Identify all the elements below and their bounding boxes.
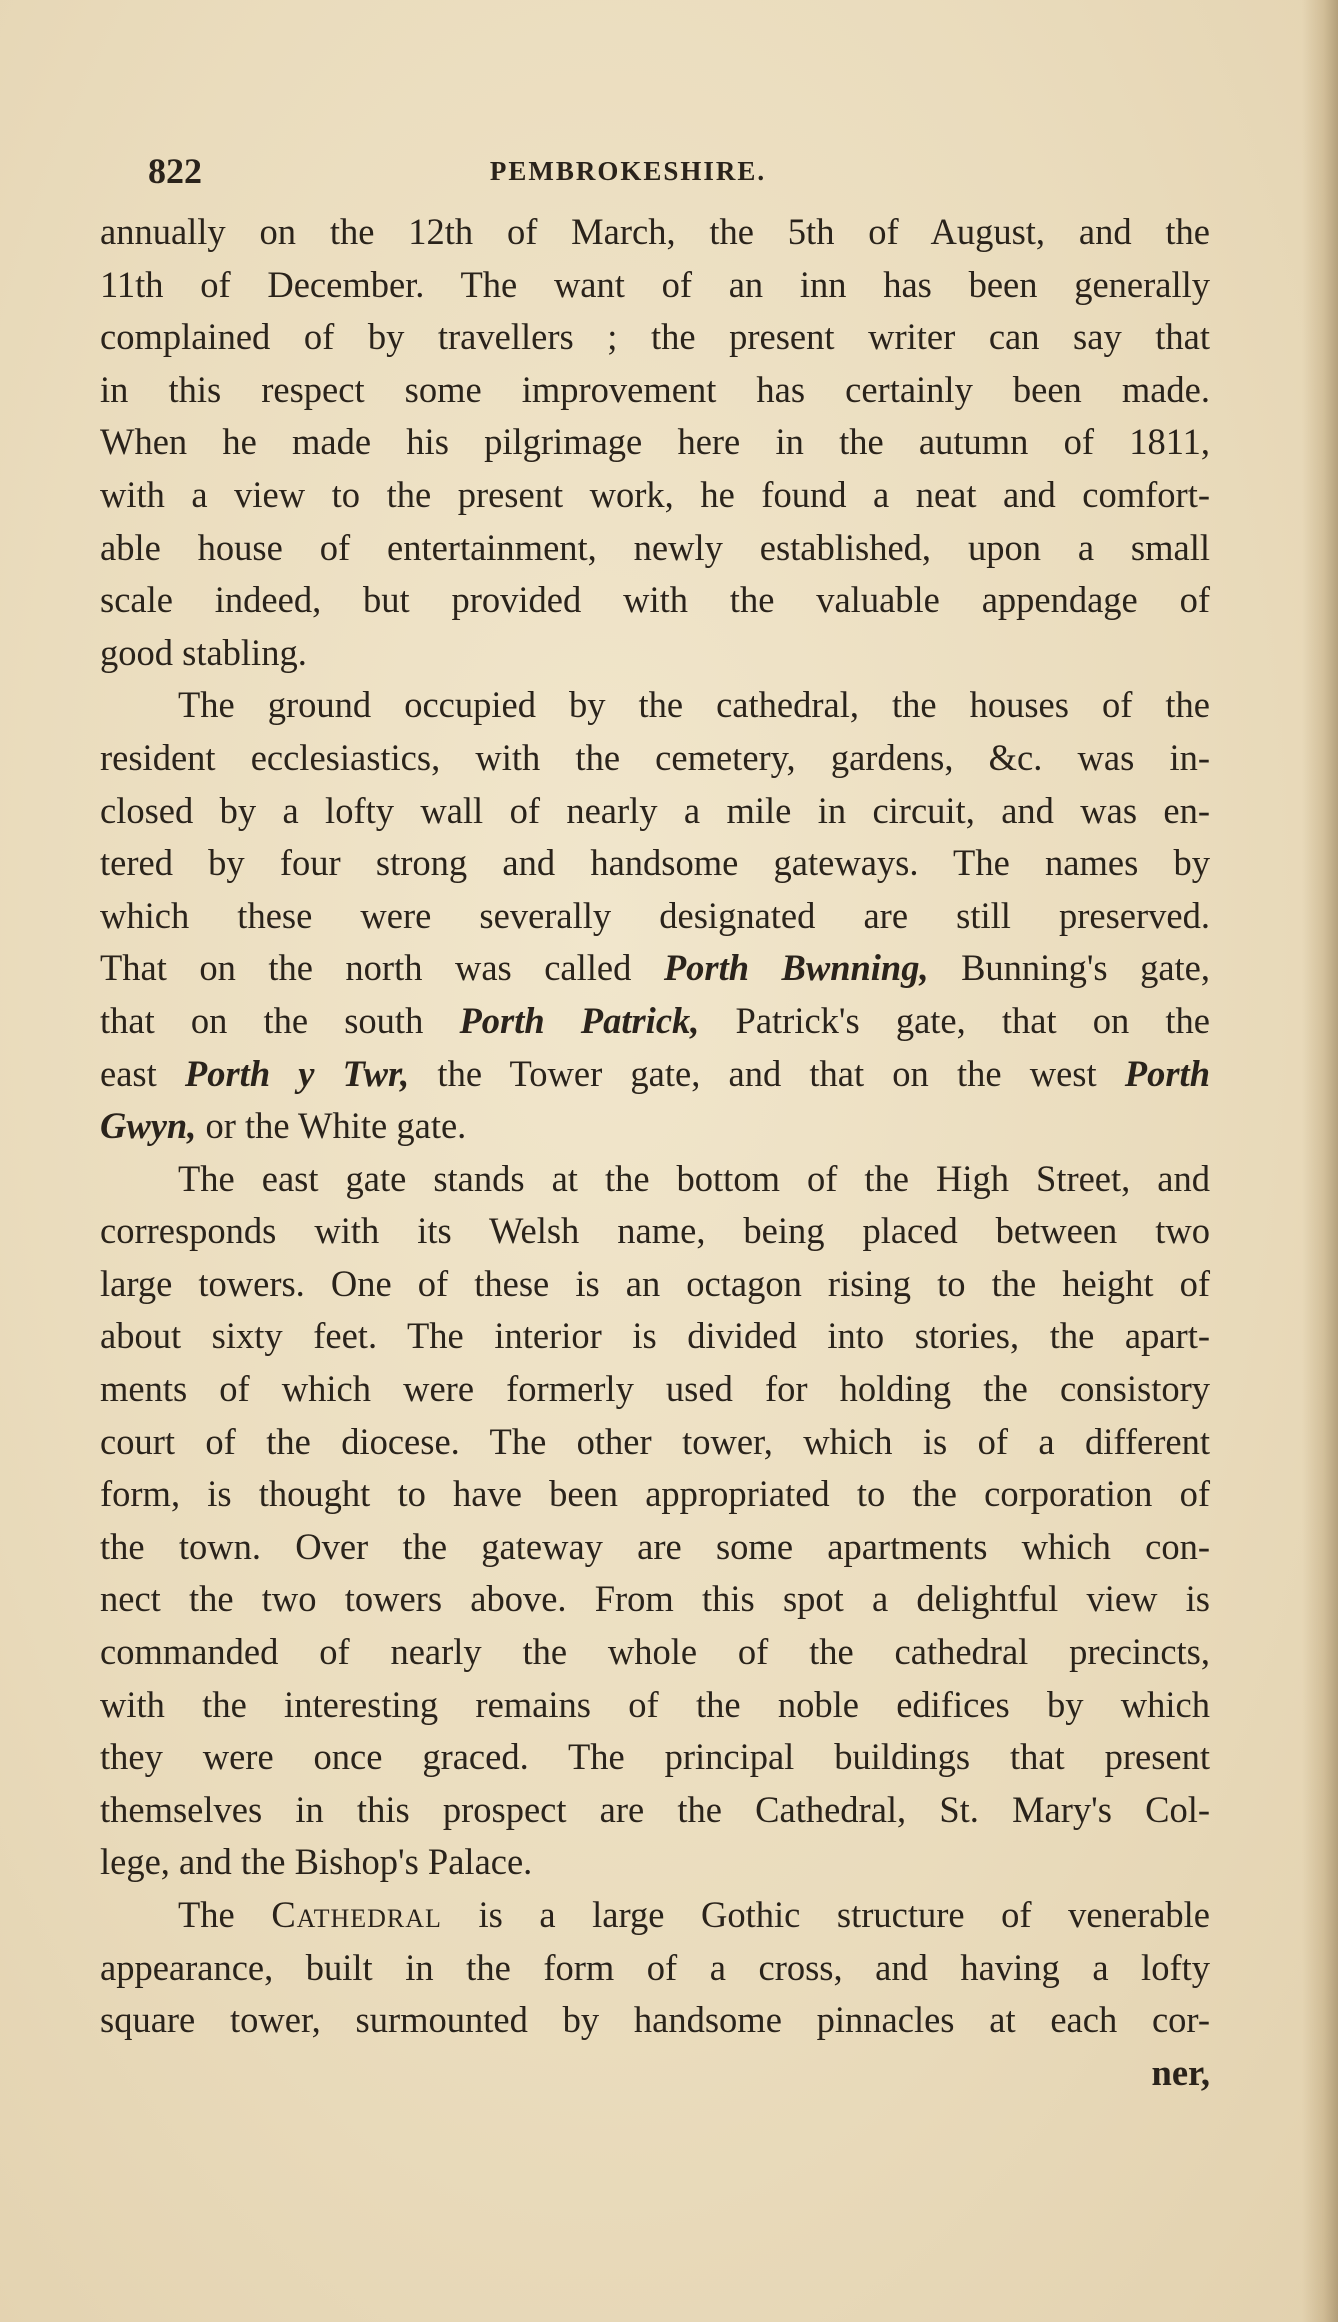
text-line: [100, 1048, 1210, 1101]
text-line: able house of entertainment, newly established, upon a small: [100, 526, 1210, 568]
text-line: commanded of nearly the whole of the cathedral precincts,: [100, 1631, 1210, 1673]
text-line: annually on the 12th of March, the 5th of August, and the: [100, 211, 1210, 252]
text-line: When he made his pilgrimage here in the autumn of 1811,: [100, 421, 1210, 463]
text-line: The ground occupied by the cathedral, the houses of the: [178, 684, 1210, 726]
text-line: corresponds with its Welsh name, being placed between two: [100, 1210, 1210, 1252]
text-line: [100, 942, 1210, 995]
text-line: nect the two towers above. From this spot a delightful view is: [100, 1578, 1210, 1620]
text-line: [100, 1889, 1210, 1942]
text-run: or the White gate.: [196, 1105, 467, 1147]
text-line: scale indeed, but provided with the valuable appendage of: [100, 579, 1210, 621]
text-line: appearance, built in the form of a cross, and having a lofty: [100, 1946, 1210, 1988]
text-run: Patrick's gate, that on the: [699, 999, 1210, 1041]
page-number: 822: [148, 151, 202, 191]
welsh-name: Porth Patrick,: [459, 999, 700, 1041]
text-line: the town. Over the gateway are some apartments which con-: [100, 1525, 1210, 1567]
welsh-name: Porth Bwnning,: [663, 947, 929, 989]
welsh-name: Porth: [1124, 1052, 1210, 1094]
text-line: good stabling.: [100, 631, 307, 673]
text-line: form, is thought to have been appropriated to the corporation of: [100, 1473, 1210, 1515]
text-line: large towers. One of these is an octagon rising to the height of: [100, 1262, 1210, 1304]
text-line: with a view to the present work, he found a neat and comfort-: [100, 473, 1210, 515]
text-line: court of the diocese. The other tower, which is of a different: [100, 1420, 1210, 1462]
text-line: themselves in this prospect are the Cathedral, St. Mary's Col-: [100, 1788, 1210, 1830]
text-line: which these were severally designated are still preserved.: [100, 894, 1210, 936]
welsh-name: Porth y Twr,: [184, 1052, 410, 1094]
text-line: closed by a lofty wall of nearly a mile in circuit, and was en-: [100, 789, 1210, 831]
text-run: That on the north was called: [100, 947, 664, 989]
body-text: [100, 206, 1210, 2099]
text-line: they were once graced. The principal buildings that present: [100, 1736, 1210, 1778]
running-head: PEMBROKESHIRE.: [489, 156, 767, 186]
welsh-name: Gwyn,: [100, 1105, 197, 1147]
text-line: ments of which were formerly used for holding the consistory: [100, 1368, 1210, 1410]
text-line: 11th of December. The want of an inn has been generally: [100, 263, 1210, 305]
text-line: resident ecclesiastics, with the cemetery, gardens, &c. was in-: [100, 736, 1210, 778]
text-run: Bunning's gate,: [928, 947, 1211, 989]
text-line: with the interesting remains of the noble edifices by which: [100, 1683, 1210, 1725]
text-run: The: [178, 1894, 272, 1935]
page-edge-shadow: [1302, 0, 1338, 2322]
text-line: The east gate stands at the bottom of the High Street, and: [178, 1157, 1210, 1199]
text-run: the Tower gate, and that on the west: [409, 1052, 1125, 1094]
text-line: [100, 995, 1210, 1048]
text-run: east: [100, 1052, 185, 1094]
text-line: lege, and the Bishop's Palace.: [100, 1841, 533, 1883]
text-line: in this respect some improvement has certainly been made.: [100, 368, 1210, 410]
text-line: complained of by travellers ; the present writer can say that: [100, 316, 1210, 358]
small-caps-term: Cathedral: [271, 1894, 442, 1935]
text-line: tered by four strong and handsome gateways. The names by: [100, 842, 1210, 884]
text-line: [100, 1100, 1210, 1153]
text-run: is a large Gothic structure of venerable: [441, 1894, 1211, 1935]
catchword: ner,: [1151, 2051, 1210, 2093]
text-line: square tower, surmounted by handsome pinnacles at each cor-: [100, 1999, 1210, 2041]
text-line: about sixty feet. The interior is divided into stories, the apart-: [100, 1315, 1210, 1357]
page-header: [148, 150, 1228, 194]
text-run: that on the south: [100, 999, 460, 1041]
